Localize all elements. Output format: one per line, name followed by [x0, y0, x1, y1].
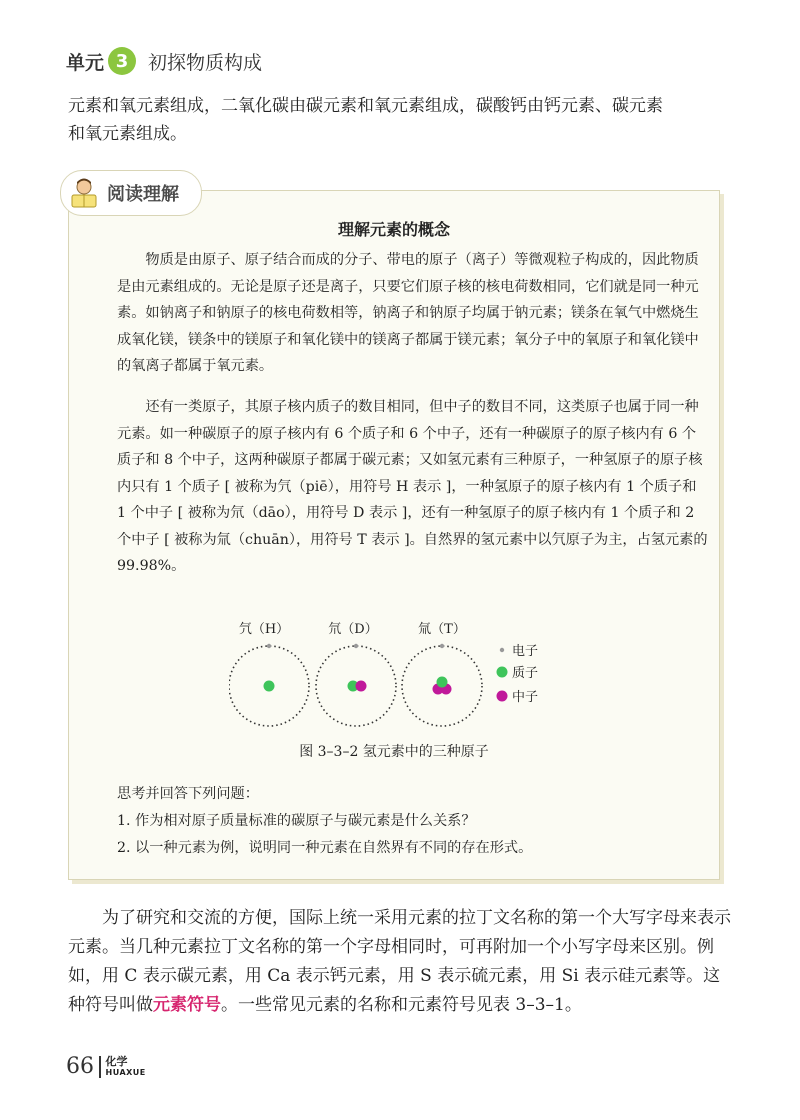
- reading-person-icon: [67, 176, 101, 210]
- body-text-before: 为了研究和交流的方便，国际上统一采用元素的拉丁文名称的第一个大写字母来表示元素。当几种元素拉丁文名称的第一个字母相同时，可再附加一个小写字母来区别。例如，用 C 表示碳元素，用 Ca 表示钙元素，用 S 表示硫元素，用 Si 表示硅元素等。这种符号叫做: [68, 908, 731, 1015]
- unit-title: 初探物质构成: [148, 51, 263, 74]
- atom-label-protium: 氕（H）: [238, 622, 290, 637]
- question-1: 1. 作为相对原子质量标准的碳原子与碳元素是什么关系？: [117, 813, 476, 829]
- legend-electron-dot: [500, 648, 504, 652]
- electron: [267, 644, 271, 648]
- reading-badge: [60, 170, 202, 216]
- intro-line: 元素和氧元素组成，二氧化碳由碳元素和氧元素组成，碳酸钙由钙元素、碳元素: [68, 96, 663, 116]
- legend-neutron-dot: [497, 691, 508, 702]
- intro-paragraph: [68, 92, 734, 148]
- subject-name: 化学: [105, 1054, 128, 1068]
- question-prompt: 思考并回答下列问题：: [117, 786, 259, 802]
- reading-paragraph-2: [117, 394, 709, 580]
- legend-proton-label: 质子: [512, 666, 539, 681]
- unit-number-badge: 3: [108, 47, 136, 75]
- legend-proton-dot: [497, 667, 508, 678]
- proton: [264, 681, 275, 692]
- body-paragraph: [68, 904, 734, 1020]
- intro-line: 和氧元素组成。: [68, 124, 187, 144]
- reading-title: 理解元素的概念: [337, 220, 450, 239]
- unit-header: [66, 44, 262, 78]
- hydrogen-isotopes-diagram: [229, 619, 589, 751]
- reading-text: 物质是由原子、原子结合而成的分子、带电的原子（离子）等微观粒子构成的，因此物质是由元素组成的。无论是原子还是离子，只要它们原子核的核电荷数相同，它们就是同一种元素。如钠离子和钠原子的核电荷数相等，钠离子和钠原子均属于钠元素；镁条在氧气中燃烧生成氧化镁，镁条中的镁原子和氧化镁中的镁离子都属于镁元素；氧分子中的氧原子和氧化镁中的氧离子都属于氧元素。: [117, 252, 699, 374]
- reading-box: [68, 190, 720, 880]
- body-text: [68, 904, 734, 1020]
- reading-paragraph-1: [117, 247, 709, 380]
- element-symbol-term: 元素符号: [153, 995, 221, 1015]
- atom-label-deuterium: 氘（D）: [328, 622, 378, 637]
- legend-neutron-label: 中子: [512, 690, 539, 705]
- question-2: 2. 以一种元素为例，说明同一种元素在自然界有不同的存在形式。: [117, 840, 533, 856]
- page-number: 66: [66, 1054, 94, 1079]
- unit-label: 单元: [66, 51, 105, 74]
- neutron: [356, 681, 367, 692]
- reading-badge-label: 阅读理解: [107, 184, 179, 205]
- footer-subject: [106, 1056, 146, 1078]
- footer-divider: [99, 1056, 101, 1078]
- electron: [354, 644, 358, 648]
- reading-text: 还有一类原子，其原子核内质子的数目相同，但中子的数目不同，这类原子也属于同一种元素。如一种碳原子的原子核内有 6 个质子和 6 个中子，还有一种碳原子的原子核内有 6 个质子和 8 个中子，这两种碳原子都属于碳元素；又如氢元素有三种原子，一种氢原子的原子核内只有 1 个质子 [ 被称为氕（piē），用符号 H 表示 ]，一种氢原子的原子核内有 1 个质子和 1 个中子 [ 被称为氘（dāo），用符号 D 表示 ]，还有一种氢原子的原子核内有 1 个质子和 2 个中子 [ 被称为氚（chuān），用符号 T 表示 ]。自然界的氢元素中以氕原子为主，占氢元素的 99.98%。: [117, 399, 708, 574]
- proton: [437, 677, 448, 688]
- body-text-after: 。一些常见元素的名称和元素符号见表 3–3–1。: [221, 995, 582, 1015]
- electron: [440, 644, 444, 648]
- subject-pinyin: HUAXUE: [105, 1067, 146, 1077]
- legend-electron-label: 电子: [512, 644, 539, 659]
- atom-label-tritium: 氚（T）: [418, 622, 466, 637]
- figure-caption: 图 3–3–2 氢元素中的三种原子: [299, 744, 489, 760]
- page-footer: [66, 1054, 146, 1079]
